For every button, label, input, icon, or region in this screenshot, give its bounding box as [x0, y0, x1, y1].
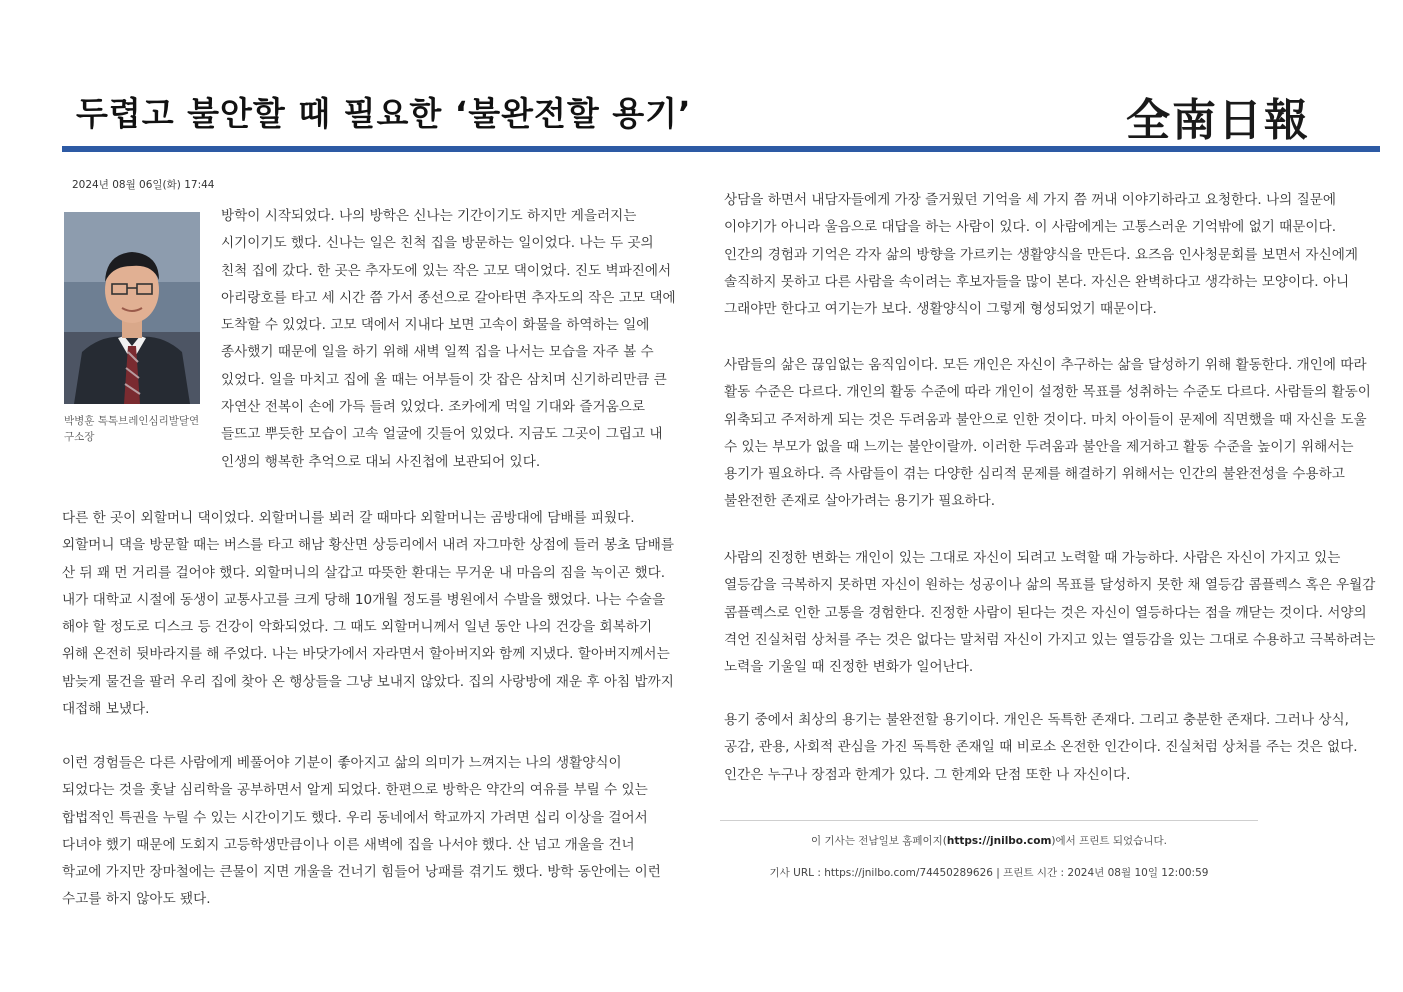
author-photo	[64, 212, 200, 404]
homepage-url-link[interactable]: https://jnilbo.com	[946, 835, 1052, 847]
headline: 두렵고 불안할 때 필요한 ‘불완전할 용기’	[76, 94, 692, 133]
author-portrait-image	[64, 212, 200, 404]
article-paragraph-7: 용기 중에서 최상의 용기는 불완전할 용기이다. 개인은 독특한 존재다. 그리고 충분한 존재다. 그러나 상식, 공감, 관용, 사회적 관심을 가진 독특한 존재일 때 비로소 온전한 인간이다. 진실처럼 상처를 주는 것은 없다. 인간은 누구나 장점과 한계가 있다. 그 한계와 단점 또한 나 자신이다.	[724, 712, 1358, 783]
article-paragraph-4: 상담을 하면서 내담자들에게 가장 즐거웠던 기억을 세 가지 쯤 꺼내 이야기하라고 요청한다. 나의 질문에 이야기가 아니라 울음으로 대답을 하는 사람이 있다. 이 사람에게는 고통스러운 기억밖에 없기 때문이다. 인간의 경험과 기억은 각자 삶의 방향을 가르키는 생활양식을 만든다. 요즈음 인사청문회를 보면서 자신에게 솔직하지 못하고 다른 사람을 속이려는 후보자들을 많이 본다. 자신은 완벽하다고 생각하는 모양이다. 아니 그래야만 한다고 여기는가 보다. 생활양식이 그렇게 형성되었기 때문이다.	[724, 192, 1358, 318]
header-rule	[62, 146, 1380, 152]
article-paragraph-5: 사람들의 삶은 끊임없는 움직임이다. 모든 개인은 자신이 추구하는 삶을 달성하기 위해 활동한다. 개인에 따라 활동 수준은 다르다. 개인의 활동 수준에 따라 개인이 설정한 목표를 성취하는 수준도 다르다. 사람들의 활동이 위축되고 주저하게 되는 것은 두려움과 불안으로 인한 것이다. 마치 아이들이 문제에 직면했을 때 자신을 도울 수 있는 부모가 없을 때 느끼는 불안이랄까. 이러한 두려움과 불안을 제거하고 활동 수준을 높이기 위해서는 용기가 필요하다. 즉 사람들이 겪는 다양한 심리적 문제를 해결하기 위해서는 인간의 불완전성을 수용하고 불완전한 존재로 살아가려는 용기가 필요하다.	[724, 357, 1371, 510]
article-paragraph-2: 다른 한 곳이 외할머니 댁이었다. 외할머니를 뵈러 갈 때마다 외할머니는 곰방대에 담배를 피웠다. 외할머니 댁을 방문할 때는 버스를 타고 해남 황산면 상등리에서 내려 자그마한 상점에 들러 봉초 담배를 산 뒤 꽤 먼 거리를 걸어야 했다. 외할머니의 살갑고 따뜻한 환대는 무거운 내 마음의 짐을 녹이곤 했다. 내가 대학교 시절에 동생이 교통사고를 크게 당해 10개월 정도를 병원에서 수발을 했었다. 나는 수술을 해야 할 정도로 디스크 등 건강이 악화되었다. 그 때도 외할머니께서 일년 동안 나의 건강을 회복하기 위해 온전히 뒷바라지를 해 주었다. 나는 바닷가에서 자라면서 할아버지와 함께 지냈다. 할아버지께서는 밤늦게 물건을 팔러 우리 집에 찾아 온 행상들을 그냥 보내지 않았다. 집의 사랑방에 재운 후 아침 밥까지 대접해 보냈다.	[62, 510, 675, 718]
footer-divider	[720, 820, 1258, 821]
print-notice	[720, 833, 1258, 848]
print-notice-suffix: )에서 프린트 되었습니다.	[1051, 835, 1167, 847]
print-notice-prefix: 이 기사는 전남일보 홈페이지(	[811, 835, 947, 847]
article-paragraph-6: 사람의 진정한 변화는 개인이 있는 그대로 자신이 되려고 노력할 때 가능하다. 사람은 자신이 가지고 있는 열등감을 극복하지 못하면 자신이 원하는 성공이나 삶의 목표를 달성하지 못한 채 열등감 콤플렉스 혹은 우월감 콤플렉스로 인한 고통을 경험한다. 진정한 사람이 된다는 것은 자신이 열등하다는 점을 깨닫는 것이다. 서양의 격언 진실처럼 상처를 주는 것은 없다는 말처럼 자신이 가지고 있는 열등감을 있는 그대로 수용하고 극복하려는 노력을 기울일 때 진정한 변화가 일어난다.	[724, 550, 1376, 676]
author-caption: 박병훈 톡톡브레인심리발달연구소장	[64, 415, 200, 443]
newspaper-logo: 全南日報	[1126, 95, 1310, 146]
article-url-info: 기사 URL : https://jnilbo.com/74450289626 | 프린트 시간 : 2024년 08월 10일 12:00:59	[769, 867, 1209, 879]
article-paragraph-3: 이런 경험들은 다른 사람에게 베풀어야 기분이 좋아지고 삶의 의미가 느껴지는 나의 생활양식이 되었다는 것을 훗날 심리학을 공부하면서 알게 되었다. 한편으로 방학은 약간의 여유를 부릴 수 있는 합법적인 특권을 누릴 수 있는 시간이기도 했다. 우리 동네에서 학교까지 가려면 십리 이상을 걸어서 다녀야 했기 때문에 도회지 고등학생만큼이나 이른 새벽에 집을 나서야 했다. 산 넘고 개울을 건너 학교에 가지만 장마철에는 큰물이 지면 개울을 건너기 힘들어 낭패를 겪기도 했다. 방학 동안에는 이런 수고를 하지 않아도 됐다.	[62, 755, 661, 908]
article-paragraph-1: 방학이 시작되었다. 나의 방학은 신나는 기간이기도 하지만 게을러지는 시기이기도 했다. 신나는 일은 친척 집을 방문하는 일이었다. 나는 두 곳의 친척 집에 갔다. 한 곳은 추자도에 있는 작은 고모 댁이었다. 진도 벽파진에서 아리랑호를 타고 세 시간 쯤 가서 종선으로 갈아타면 추자도의 작은 고모 댁에 도착할 수 있었다. 고모 댁에서 지내다 보면 고속이 화물을 하역하는 일에 종사했기 때문에 일을 하기 위해 새벽 일찍 집을 나서는 모습을 자주 볼 수 있었다. 일을 마치고 집에 올 때는 어부들이 갓 잡은 삼치며 신기하리만큼 큰 자연산 전복이 손에 가득 들려 있었다. 조카에게 먹일 기대와 즐거움으로 들뜨고 뿌듯한 모습이 고속 얼굴에 깃들어 있었다. 지금도 그곳이 그립고 내 인생의 행복한 추억으로 대뇌 사진첩에 보관되어 있다.	[221, 208, 676, 470]
article-date: 2024년 08월 06일(화) 17:44	[72, 179, 215, 191]
